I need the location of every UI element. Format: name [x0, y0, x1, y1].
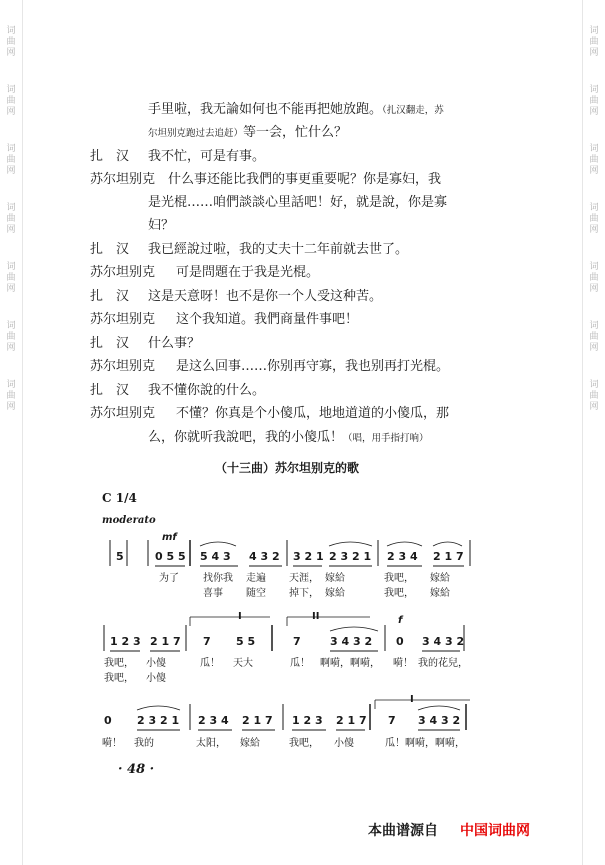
dialogue-line-12: 苏尔坦别克 是这么回事……你别再守寡，我也别再打光棍。 — [90, 359, 450, 374]
watermark-char: 词 — [6, 85, 16, 95]
lyric: 嫁給 — [240, 738, 260, 749]
watermark-char: 词 — [589, 26, 599, 36]
watermark-char: 曲 — [589, 96, 599, 106]
lyric: 小傻 — [146, 658, 166, 669]
note-group: 2 3 4 — [387, 550, 418, 563]
lyric: 嫁給 — [325, 588, 345, 599]
dialogue-line-14: 苏尔坦别克 不懂？你真是个小傻瓜，地地道道的小傻瓜，那 — [90, 406, 450, 421]
score-row-2 — [104, 625, 464, 651]
watermark-char: 网 — [589, 402, 599, 412]
dialogue-line-13: 扎 汉 我不懂你說的什么。 — [90, 383, 266, 398]
dynamic-mf: mf — [162, 532, 177, 543]
note-group: 3 4 3 2 — [418, 714, 461, 727]
lyrics-row-1 — [159, 571, 450, 599]
dialogue-line-15: 么，你就听我說吧，我的小傻瓜！（唱，用手指打响） — [148, 430, 429, 445]
dialogue-line-2: 尔坦别克跑过去追赶）等一会，忙什么？ — [148, 125, 348, 140]
dialogue-line-7: 扎 汉 我已經說过啦，我的丈夫十二年前就去世了。 — [90, 242, 409, 257]
lyric: 嗬！ — [102, 738, 122, 749]
watermark-char: 网 — [589, 48, 599, 58]
dialogue-line-10: 苏尔坦别克 这个我知道。我們商量件事吧！ — [90, 312, 359, 327]
lyric: 我吧， — [104, 658, 134, 669]
dialogue-line-4: 苏尔坦别克 什么事还能比我們的事更重要呢？你是寡妇，我 — [90, 172, 442, 187]
watermark-char: 网 — [6, 107, 16, 117]
watermark-char: 网 — [589, 284, 599, 294]
watermark-char: 曲 — [6, 391, 16, 401]
lyric: 天大 — [233, 658, 253, 669]
lyric: 瓜！ — [385, 738, 405, 749]
note-group: 2 1 7 — [150, 635, 181, 648]
watermark-char: 曲 — [589, 214, 599, 224]
note-group: 5 — [116, 550, 124, 563]
note-group: 1 2 3 — [110, 635, 141, 648]
note-group: 3 4 3 2 — [330, 635, 373, 648]
watermark-char: 词 — [6, 380, 16, 390]
watermark-char: 网 — [6, 343, 16, 353]
note-group: 2 3 4 — [198, 714, 229, 727]
lyric: 嫁給 — [430, 588, 450, 599]
watermark-char: 网 — [589, 107, 599, 117]
watermark-char: 曲 — [6, 332, 16, 342]
note-group: 2 1 7 — [433, 550, 464, 563]
watermark-char: 网 — [589, 166, 599, 176]
watermark-char: 词 — [6, 203, 16, 213]
note-group: 0 5 5 — [155, 550, 186, 563]
watermark-char: 网 — [6, 166, 16, 176]
lyric: 小傻 — [334, 738, 354, 749]
lyric: 我吧， — [384, 588, 414, 599]
watermark-char: 曲 — [589, 332, 599, 342]
volta-1: I — [238, 611, 242, 622]
watermark-char: 网 — [589, 343, 599, 353]
lyric: 啊嗬，啊嗬， — [405, 738, 465, 749]
lyric: 我吧， — [104, 673, 134, 684]
tempo-marking: moderato — [102, 515, 156, 526]
watermark-char: 词 — [6, 321, 16, 331]
watermark-char: 词 — [589, 144, 599, 154]
note-group: 0 — [396, 635, 404, 648]
dynamic-f: f — [398, 615, 403, 626]
note-group: 4 3 2 — [249, 550, 280, 563]
note-group: 7 — [293, 635, 301, 648]
lyric: 瓜！ — [200, 658, 220, 669]
dialogue-line-1: 手里啦，我无論如何也不能再把她放跑。（扎汉翻走，苏 — [148, 102, 444, 117]
lyric: 随空 — [246, 588, 266, 599]
watermark-char: 词 — [6, 26, 16, 36]
note-group: 2 3 2 1 — [137, 714, 180, 727]
watermark-char: 曲 — [589, 273, 599, 283]
source-brand-link[interactable]: 中国词曲网 — [460, 823, 530, 839]
watermark-char: 词 — [589, 321, 599, 331]
watermark-char: 词 — [589, 203, 599, 213]
lyric: 太阳， — [196, 738, 226, 749]
lyric: 找你我 — [203, 573, 233, 584]
score-row-3 — [104, 704, 466, 730]
lyric: 嫁給 — [325, 573, 345, 584]
watermark-char: 网 — [589, 225, 599, 235]
lyric: 掉下， — [289, 588, 319, 599]
watermark-char: 曲 — [6, 96, 16, 106]
dialogue-line-11: 扎 汉 什么事？ — [90, 336, 201, 351]
watermark-char: 曲 — [6, 273, 16, 283]
volta-2: II — [312, 611, 320, 622]
page-number: · 48 · — [118, 762, 155, 777]
watermark-char: 词 — [589, 380, 599, 390]
lyric: 啊嗬，啊嗬， — [320, 658, 380, 669]
watermark-char: 词 — [6, 262, 16, 272]
source-label: 本曲谱源自 — [368, 823, 438, 839]
note-group: 7 — [388, 714, 396, 727]
note-group: 5 4 3 — [200, 550, 231, 563]
lyric: 嗬！ — [393, 658, 413, 669]
lyric: 我吧， — [289, 738, 319, 749]
volta-1b: I — [410, 694, 414, 705]
lyric: 嫁給 — [430, 573, 450, 584]
score-row-1 — [110, 540, 470, 566]
source-credit — [368, 820, 530, 840]
watermark-char: 曲 — [6, 37, 16, 47]
watermark-char: 网 — [6, 48, 16, 58]
watermark-char: 网 — [6, 284, 16, 294]
lyric: 瓜！ — [290, 658, 310, 669]
dialogue-line-6: 妇？ — [148, 218, 175, 233]
lyrics-row-3 — [102, 736, 465, 749]
watermark-char: 曲 — [6, 155, 16, 165]
lyric: 小傻 — [146, 673, 166, 684]
watermark-char: 网 — [6, 225, 16, 235]
lyrics-row-2 — [104, 656, 468, 684]
lyric: 我的 — [134, 738, 154, 749]
lyric: 我的花兒， — [418, 658, 468, 669]
watermark-char: 曲 — [6, 214, 16, 224]
note-group: 1 2 3 — [292, 714, 323, 727]
note-group: 0 — [104, 714, 112, 727]
lyric: 走遍 — [246, 573, 266, 584]
watermark-char: 曲 — [589, 391, 599, 401]
dialogue-line-8: 苏尔坦别克 可是問題在于我是光棍。 — [90, 265, 320, 280]
watermark-char: 曲 — [589, 37, 599, 47]
note-group: 7 — [203, 635, 211, 648]
dialogue-line-9: 扎 汉 这是天意呀！也不是你一个人受这种苦。 — [90, 289, 383, 304]
lyric: 我吧， — [384, 573, 414, 584]
note-group: 2 1 7 — [242, 714, 273, 727]
note-group: 3 2 1 — [293, 550, 324, 563]
note-group: 3 4 3 2 — [422, 635, 465, 648]
watermark-char: 网 — [6, 402, 16, 412]
watermark-char: 曲 — [589, 155, 599, 165]
note-group: 2 3 2 1 — [329, 550, 372, 563]
key-signature: C 1/4 — [102, 491, 137, 505]
dialogue-line-5: 是光棍……咱們談談心里話吧！好，就是說，你是寡 — [148, 195, 448, 210]
watermark-char: 词 — [6, 144, 16, 154]
song-title: （十三曲）苏尔坦别克的歌 — [215, 461, 360, 475]
note-group: 2 1 7 — [336, 714, 367, 727]
lyric: 喜事 — [203, 588, 223, 599]
dialogue-line-3: 扎 汉 我不忙，可是有事。 — [90, 149, 266, 164]
lyric: 天涯， — [289, 573, 319, 584]
lyric: 为了 — [159, 573, 179, 584]
note-group: 5 5 — [236, 635, 256, 648]
watermark-char: 词 — [589, 262, 599, 272]
watermark-char: 词 — [589, 85, 599, 95]
